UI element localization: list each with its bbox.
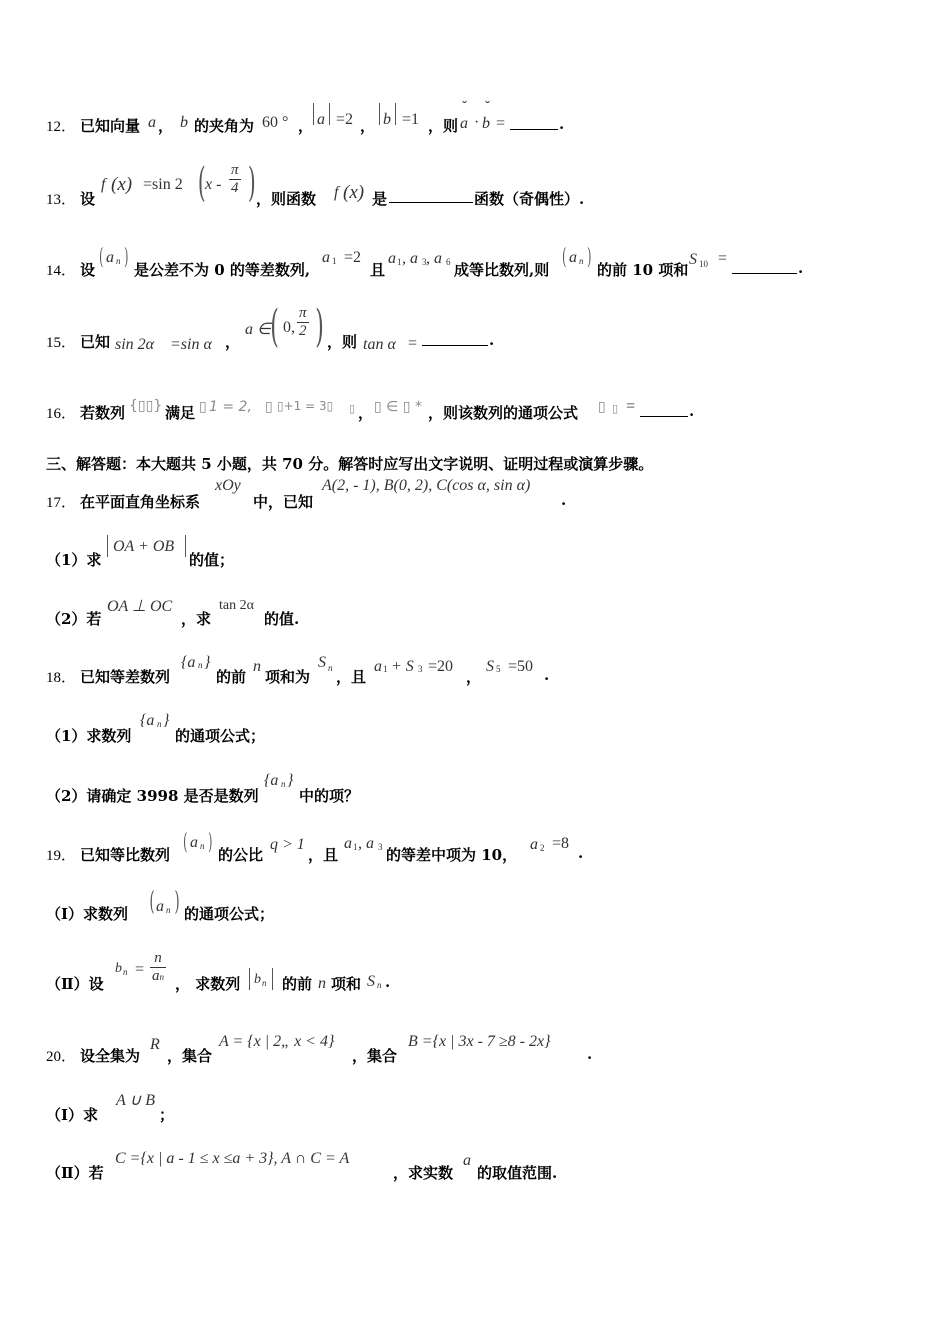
math-var: b [254, 972, 261, 987]
subscript: 3 [418, 664, 423, 674]
question-text: 的前 10 项和 [597, 261, 689, 279]
question-text: 已知 [80, 333, 111, 351]
question-number: 14． [46, 263, 77, 279]
numerator: π [299, 305, 307, 321]
subscript: n [159, 972, 164, 982]
question-text: 的前 [282, 975, 313, 993]
left-paren: ( [270, 301, 279, 352]
right-paren: ) [587, 245, 592, 270]
math-var: S [318, 654, 326, 671]
math-var: a [148, 114, 156, 131]
question-text: 项和为 [265, 668, 311, 686]
vector-hat: ˇ [462, 99, 467, 115]
question-text: ，集合 [167, 1047, 213, 1065]
denominator [150, 968, 166, 986]
question-number: 20． [46, 1049, 77, 1065]
question-text: 已知向量 [80, 117, 141, 135]
math-expr: =1 [402, 111, 420, 128]
part-label: （1）求数列 [46, 727, 132, 745]
question-text: ， 求数列 [175, 975, 241, 993]
question-number: 19． [46, 848, 77, 864]
math-expr: (x) [343, 182, 365, 203]
subscript: n [157, 719, 162, 729]
question-text: 的值； [189, 551, 235, 569]
part-label: （1）求 [46, 551, 102, 569]
fraction [150, 950, 166, 986]
subscript: 6 [446, 257, 451, 267]
subscript: n [377, 980, 382, 990]
punct: . [798, 259, 804, 277]
question-text: 的等差中项为 10， [386, 846, 518, 864]
question-number: 15． [46, 335, 77, 351]
subscript: 3 [422, 257, 427, 267]
punct: ， [358, 404, 374, 422]
math-var: a [322, 249, 330, 266]
math-var: , a [402, 250, 418, 267]
left-paren: ( [149, 887, 155, 917]
question-text: ，则 [428, 117, 459, 135]
math-expr: 60 ° [262, 114, 289, 131]
math-expr: sin 2α [115, 336, 155, 353]
math-var: a [460, 115, 468, 132]
right-paren: ) [247, 160, 256, 206]
part-label: （Ⅰ）求数列 [46, 905, 129, 923]
math-expr: =sin α [170, 336, 212, 353]
subscript: 3 [378, 842, 383, 852]
question-text: 的夹角为 [194, 117, 255, 135]
math-var: f [334, 184, 339, 201]
question-number: 13． [46, 192, 77, 208]
question-text: 中的项？ [299, 787, 360, 805]
math-op: · [474, 114, 480, 131]
math-var: f [101, 176, 106, 193]
part-label: （Ⅱ）设 [46, 975, 104, 993]
question-text: 是公差不为 0 的等差数列, [134, 261, 311, 279]
math-expr: B ={x | 3x - 7 ≥8 - 2x} [408, 1033, 551, 1050]
subscript: 1 [332, 256, 337, 266]
question-text: 是 [372, 190, 388, 208]
math-expr: =50 [508, 658, 534, 675]
punct: . [587, 1045, 593, 1063]
subscript: n [328, 663, 333, 673]
punct: . [385, 973, 391, 991]
math-expr: 0, [283, 319, 295, 336]
math-var: } [204, 654, 211, 671]
math-expr: =sin 2 [143, 176, 183, 193]
question-text: 中，已知 [253, 493, 314, 511]
part-label: （2）若 [46, 610, 102, 628]
math-var: , a [358, 835, 374, 852]
garbled-math: ▯+1 = 3▯ [277, 399, 334, 413]
question-text: ，集合 [352, 1047, 398, 1065]
subscript: 10 [699, 259, 708, 269]
answer-blank [732, 259, 797, 274]
math-var: } [163, 712, 170, 729]
math-var: {a [181, 654, 196, 671]
math-expr: =2 [344, 249, 362, 266]
math-var: R [150, 1036, 160, 1053]
part-label: （Ⅱ）若 [46, 1164, 104, 1182]
abs-bar [107, 535, 108, 557]
right-paren: ) [208, 830, 213, 855]
question-text: 的值. [264, 610, 300, 628]
math-var: n [253, 658, 261, 675]
answer-blank [640, 402, 688, 417]
punct: ， [225, 333, 241, 351]
math-var: a [106, 249, 114, 266]
garbled-math: 1 = 2, [209, 399, 252, 415]
math-op: = [408, 335, 418, 352]
punct: ， [466, 668, 482, 686]
numerator: n [150, 950, 166, 968]
answer-blank [510, 115, 558, 130]
math-var: b [482, 115, 490, 132]
question-text: 设 [80, 190, 96, 208]
math-var: S [486, 658, 494, 675]
garbled-math: ▯ [349, 402, 356, 415]
punct: . [544, 666, 550, 684]
math-var: b [383, 111, 391, 128]
subscript: 5 [496, 664, 501, 674]
question-text: 设全集为 [80, 1047, 141, 1065]
question-text: 满足 [165, 404, 196, 422]
math-expr: OA ⊥ OC [107, 598, 173, 615]
math-var: a [530, 836, 538, 853]
vector-hat: ˇ [485, 99, 490, 115]
subscript: 1 [397, 257, 402, 267]
math-expr: + S [391, 658, 414, 675]
question-text: 函数（奇偶性）. [474, 190, 585, 208]
garbled-math: ▯ [612, 402, 619, 415]
garbled-math: ▯ [199, 399, 207, 415]
punct: ， [298, 117, 314, 135]
math-var: a [463, 1152, 471, 1169]
right-paren: ) [124, 245, 129, 270]
math-expr: =8 [552, 835, 570, 852]
garbled-math: {▯▯} [129, 398, 163, 414]
question-number: 16． [46, 406, 77, 422]
numerator: π [231, 162, 239, 178]
punct: . [489, 331, 495, 349]
question-text: 的前 [216, 668, 247, 686]
question-text: 的通项公式； [175, 727, 266, 745]
math-expr: A = {x | 2„ x < 4} [219, 1033, 335, 1050]
math-var: a [569, 249, 577, 266]
question-text: 已知等差数列 [80, 668, 171, 686]
math-expr: q > 1 [270, 836, 305, 853]
question-number: 12． [46, 119, 77, 135]
abs-bar [185, 535, 186, 557]
math-op: = [626, 398, 636, 415]
answer-blank [389, 188, 473, 203]
question-text: 项和 [331, 975, 362, 993]
math-expr: a ∈ [245, 321, 271, 338]
abs-bar [395, 103, 396, 125]
punct: . [561, 491, 567, 509]
math-var: a [344, 835, 352, 852]
question-number: 17． [46, 495, 77, 511]
left-paren: ( [562, 245, 567, 270]
subscript: 2 [540, 843, 545, 853]
math-op: = [135, 961, 145, 978]
math-expr: (x) [111, 174, 133, 195]
punct: . [559, 115, 565, 133]
math-op: = [496, 115, 506, 132]
punct: ； [159, 1106, 175, 1124]
subscript: n [281, 779, 286, 789]
right-paren: ) [174, 887, 180, 917]
denominator: 4 [231, 180, 239, 196]
garbled-math: ▯ [265, 399, 273, 415]
part-label: （2）请确定 3998 是否是数列 [46, 787, 259, 805]
question-text: ，则函数 [256, 190, 317, 208]
math-expr: x - [205, 176, 222, 193]
punct: ， [158, 117, 174, 135]
answer-blank [422, 331, 488, 346]
math-var: a [190, 834, 198, 851]
math-var: a [317, 111, 325, 128]
math-var: b [180, 114, 188, 131]
question-text: 的公比 [218, 846, 264, 864]
question-text: ，则该数列的通项公式 [428, 404, 579, 422]
math-expr: OA + OB [113, 538, 175, 555]
punct: ， [360, 117, 376, 135]
math-var: {a [140, 712, 155, 729]
left-paren: ( [183, 830, 188, 855]
fraction [297, 305, 309, 340]
question-text: 的取值范围. [477, 1164, 558, 1182]
math-var: a [152, 968, 160, 984]
abs-bar [313, 103, 314, 125]
math-var: , a [426, 250, 442, 267]
subscript: n [579, 256, 584, 266]
section-title: 三、解答题：本大题共 5 小题，共 70 分。解答时应写出文字说明、证明过程或演算步骤。 [46, 455, 654, 473]
subscript: n [116, 256, 121, 266]
garbled-math: ▯ ∈ ▯ * [374, 399, 422, 415]
subscript: n [262, 978, 267, 988]
punct: . [689, 402, 695, 420]
math-expr: tan 2α [219, 598, 254, 613]
abs-bar [249, 968, 250, 990]
math-expr: =2 [336, 111, 354, 128]
question-text: ，且 [336, 668, 367, 686]
right-paren: ) [315, 301, 324, 352]
subscript: n [200, 841, 205, 851]
left-paren: ( [99, 245, 104, 270]
question-text: 若数列 [80, 404, 126, 422]
question-text: 的通项公式； [184, 905, 275, 923]
abs-bar [329, 103, 330, 125]
question-text: 在平面直角坐标系 [80, 493, 201, 511]
question-text: 设 [80, 261, 96, 279]
abs-bar [379, 103, 380, 125]
math-expr: A ∪ B [116, 1092, 155, 1109]
question-text: 且 [370, 261, 386, 279]
math-var: a [374, 658, 382, 675]
denominator: 2 [299, 323, 307, 339]
question-number: 18． [46, 670, 77, 686]
subscript: n [123, 967, 128, 977]
subscript: n [198, 660, 203, 670]
subscript: 1 [383, 664, 388, 674]
question-text: ，求 [181, 610, 212, 628]
math-var: } [287, 772, 294, 789]
math-var: b [115, 961, 122, 976]
subscript: 1 [353, 842, 358, 852]
math-var: n [318, 975, 326, 992]
question-text: ，且 [308, 846, 339, 864]
math-expr: xOy [215, 477, 241, 494]
punct: . [578, 844, 584, 862]
part-label: （Ⅰ）求 [46, 1106, 99, 1124]
question-text: 已知等比数列 [80, 846, 171, 864]
subscript: n [166, 905, 171, 915]
garbled-math: ▯ [598, 399, 606, 415]
math-var: S [367, 973, 375, 990]
fraction [229, 162, 241, 197]
math-op: = [718, 250, 728, 267]
math-expr: C ={x | a - 1 ≤ x ≤a + 3}, A ∩ C = A [115, 1150, 350, 1167]
left-paren: ( [197, 160, 206, 206]
abs-bar [272, 968, 273, 990]
math-var: a [156, 898, 164, 915]
question-text: ，则 [327, 333, 358, 351]
math-expr: tan α [363, 336, 396, 353]
math-var: S [689, 251, 697, 268]
math-var: {a [264, 772, 279, 789]
math-var: a [388, 250, 396, 267]
math-expr: =20 [428, 658, 454, 675]
math-expr: A(2, - 1), B(0, 2), C(cos α, sin α) [322, 477, 531, 494]
question-text: 成等比数列,则 [454, 261, 550, 279]
question-text: ，求实数 [393, 1164, 454, 1182]
